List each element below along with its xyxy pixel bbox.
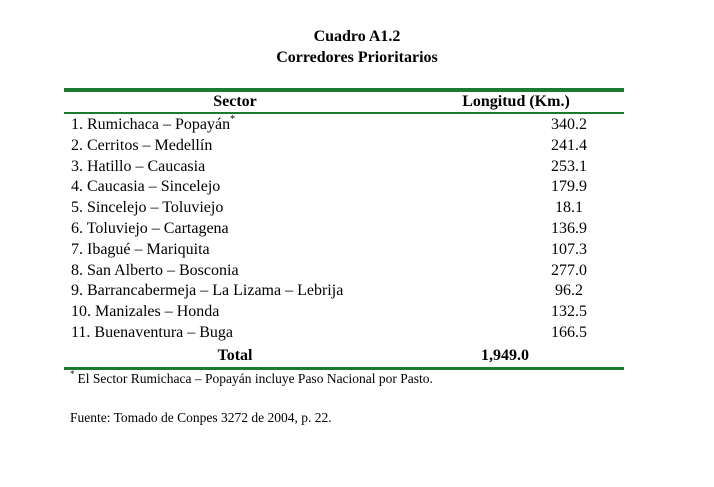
sector-name-text: 11. Buenaventura – Buga	[71, 323, 234, 341]
length-value: 18.1	[555, 199, 583, 217]
length-value: 241.4	[551, 136, 587, 154]
table-subtitle: Corredores Prioritarios	[276, 49, 438, 66]
header-rule	[64, 112, 624, 114]
length-value: 107.3	[551, 240, 587, 258]
length-value: 136.9	[551, 219, 587, 237]
table-row	[64, 219, 624, 240]
footnote-mark: *	[70, 369, 75, 379]
table-row	[64, 136, 624, 157]
header-length: Longitud (Km.)	[462, 93, 570, 110]
table-row	[64, 302, 624, 323]
length-value: 340.2	[551, 116, 587, 133]
table-row	[64, 177, 624, 198]
sector-name-text: 2. Cerritos – Medellín	[71, 136, 213, 154]
table-row	[64, 198, 624, 219]
footnote-text: El Sector Rumichaca – Popayán incluye Paso Nacional por Pasto.	[77, 371, 433, 386]
sector-name-text: 6. Toluviejo – Cartagena	[71, 219, 229, 237]
sector-name	[71, 198, 223, 219]
source-note: Fuente: Tomado de Conpes 3272 de 2004, p. 22.	[70, 410, 332, 425]
sector-name	[71, 115, 235, 136]
length-value: 179.9	[551, 178, 587, 196]
sector-name	[71, 302, 219, 323]
sector-name	[71, 281, 343, 302]
sector-name	[71, 157, 205, 178]
table-row	[64, 240, 624, 261]
total-value: 1,949.0	[481, 347, 529, 364]
length-value: 277.0	[551, 261, 587, 279]
sector-name	[71, 240, 210, 261]
top-rule	[64, 88, 624, 92]
sector-name	[71, 136, 212, 157]
table-row	[64, 281, 624, 302]
table-row	[64, 261, 624, 282]
table-row	[64, 323, 624, 344]
sector-name	[71, 323, 233, 344]
footnote	[70, 371, 433, 387]
table-body	[64, 115, 624, 344]
sector-name	[71, 219, 229, 240]
sector-name-text: 4. Caucasia – Sincelejo	[71, 178, 221, 196]
sector-name-text: 10. Manizales – Honda	[71, 303, 220, 321]
bottom-rule	[64, 367, 624, 370]
table-row	[64, 115, 624, 136]
length-value: 96.2	[555, 282, 583, 300]
sector-name-text: 3. Hatillo – Caucasia	[71, 157, 206, 175]
sector-name	[71, 261, 239, 282]
sector-name-text: 9. Barrancabermeja – La Lizama – Lebrija	[71, 282, 344, 300]
sector-name-text: 7. Ibagué – Mariquita	[71, 240, 210, 258]
length-value: 166.5	[551, 323, 587, 341]
sector-name-text: 8. San Alberto – Bosconia	[71, 261, 239, 279]
table-title: Cuadro A1.2	[313, 28, 401, 45]
sector-name-text: 5. Sincelejo – Toluviejo	[71, 199, 224, 217]
length-value: 132.5	[551, 303, 587, 321]
sector-name	[71, 177, 220, 198]
length-value: 253.1	[551, 157, 587, 175]
sector-name-text: 1. Rumichaca – Popayán	[71, 116, 231, 133]
header-sector: Sector	[213, 93, 257, 110]
footnote-reference: *	[230, 114, 236, 125]
table-row	[64, 157, 624, 178]
total-label: Total	[217, 347, 253, 364]
